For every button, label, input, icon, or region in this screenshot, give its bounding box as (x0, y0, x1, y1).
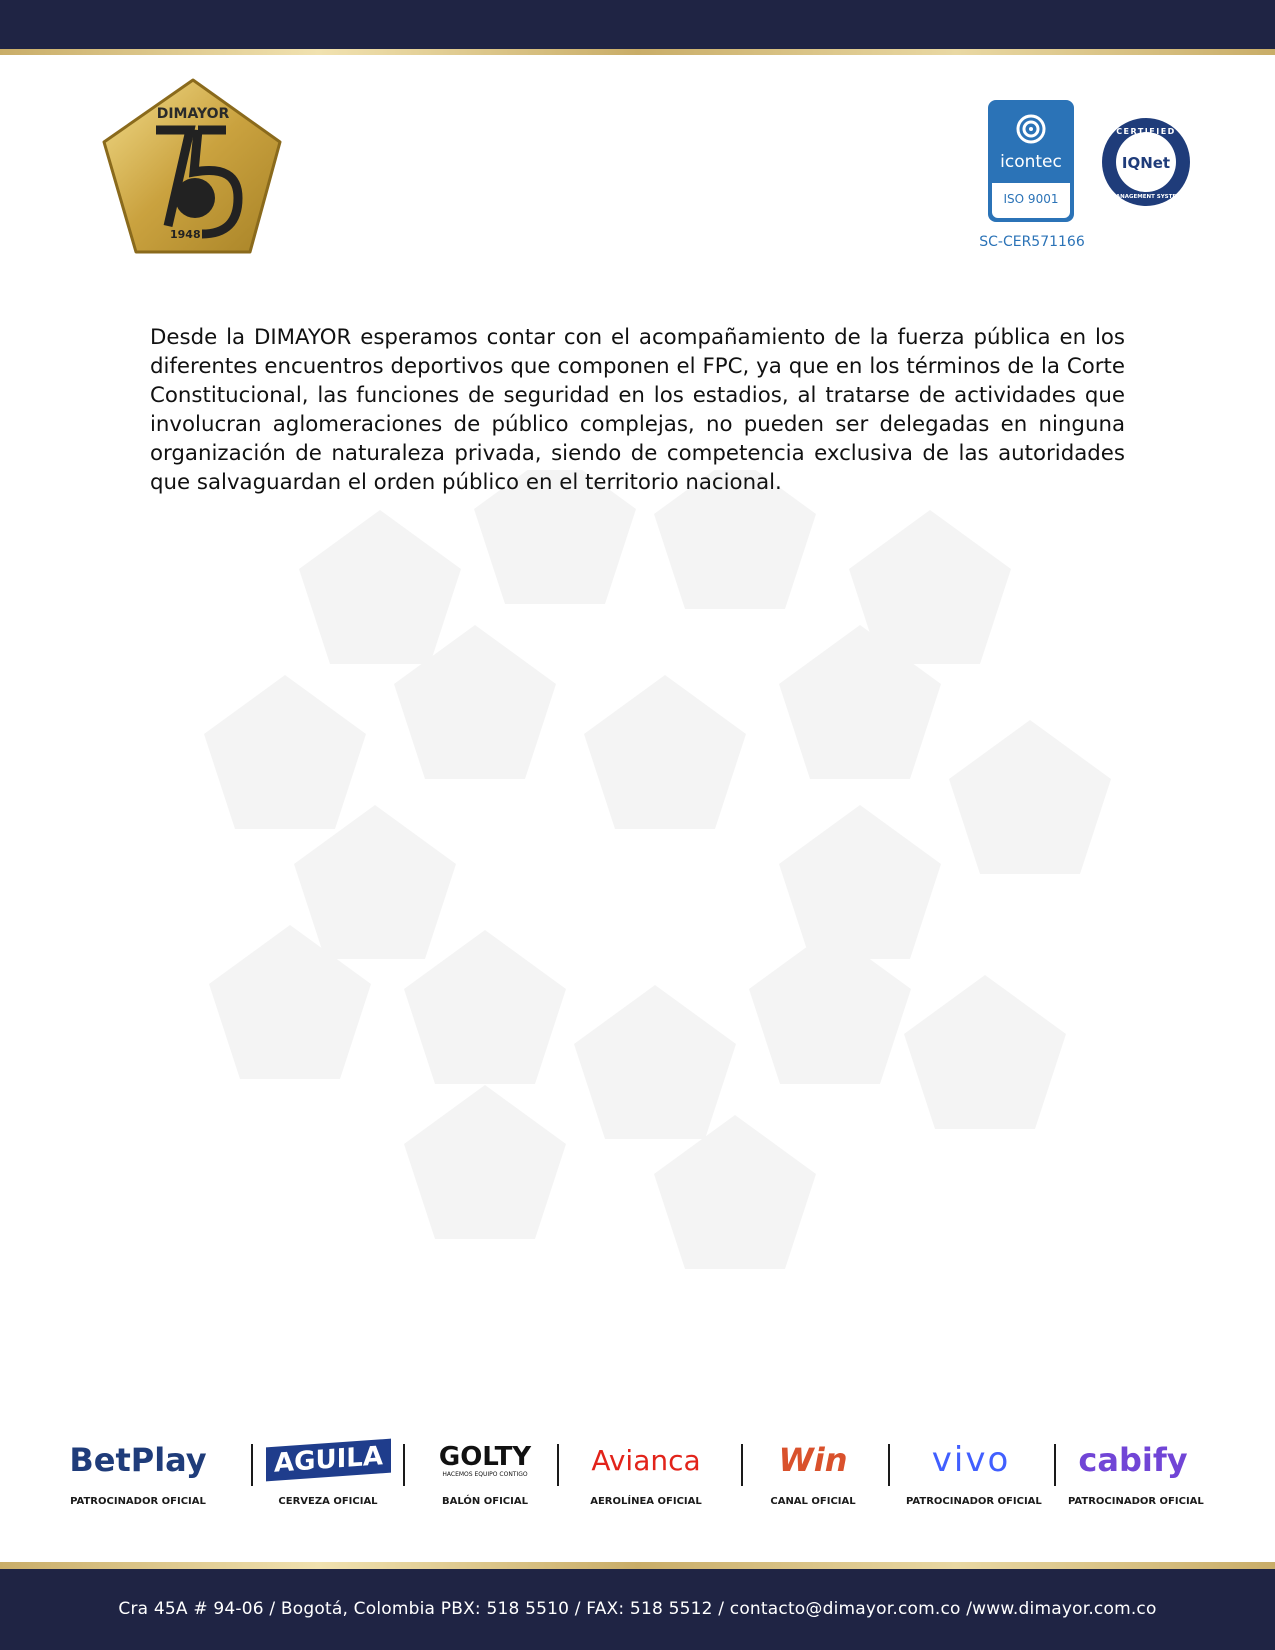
svg-text:MANAGEMENT SYSTEM: MANAGEMENT SYSTEM (1110, 194, 1182, 200)
svg-text:IQNet: IQNet (1121, 154, 1171, 172)
win-logo: Win (778, 1441, 848, 1479)
sponsor-avianca (576, 1436, 716, 1507)
sponsor-win (758, 1436, 868, 1507)
sponsor-role: PATROCINADOR OFICIAL (906, 1496, 1042, 1507)
iso-standard: ISO 9001 (1003, 192, 1059, 206)
svg-text:DIMAYOR: DIMAYOR (156, 106, 230, 122)
soccer-ball-watermark (140, 470, 1140, 1300)
vivo-logo: vivo (931, 1440, 1011, 1480)
sponsor-divider (251, 1444, 253, 1486)
betplay-logo: BetPlay (69, 1441, 207, 1479)
sponsor-role: AEROLÍNEA OFICIAL (590, 1496, 702, 1507)
svg-text:1948: 1948 (170, 228, 201, 241)
footer-contact-info: Cra 45A # 94-06 / Bogotá, Colombia PBX: 518 5510 / FAX: 518 5512 / contacto@dimayor.com.co /www.dimayor.com.co (118, 1599, 1157, 1619)
sponsor-divider (888, 1444, 890, 1486)
sponsor-golty (420, 1436, 550, 1507)
golty-tagline: HACEMOS EQUIPO CONTIGO (442, 1470, 528, 1478)
header-gold-stripe (0, 49, 1275, 55)
avianca-logo: Avianca (591, 1443, 701, 1477)
sponsor-aguila (268, 1436, 388, 1507)
sponsor-divider (403, 1444, 405, 1486)
sponsor-betplay (58, 1436, 218, 1507)
golty-logo: GOLTY (438, 1441, 532, 1472)
header-band (0, 0, 1275, 49)
icontec-wordmark: icontec (1000, 152, 1062, 172)
footer-gold-stripe (0, 1562, 1275, 1569)
sponsor-divider (1054, 1444, 1056, 1486)
icontec-logo (988, 100, 1074, 222)
certificate-number: SC-CER571166 (979, 234, 1085, 250)
svg-text:CERTIFIED: CERTIFIED (1116, 127, 1176, 136)
sponsor-divider (741, 1444, 743, 1486)
icontec-target-icon (1016, 114, 1046, 144)
sponsor-role: CERVEZA OFICIAL (278, 1496, 378, 1507)
dimayor-75-logo (98, 76, 288, 260)
sponsor-role: PATROCINADOR OFICIAL (70, 1496, 206, 1507)
sponsor-role: PATROCINADOR OFICIAL (1068, 1496, 1204, 1507)
letter-paragraph: Desde la DIMAYOR esperamos contar con el acompañamiento de la fuerza pública en los diferentes encuentros deportivos que componen el FPC, ya que en los términos de la Corte Constitucional, las funciones de seguridad en los estadios, al tratarse de actividades que involucran aglomeraciones de público complejas, no pueden ser delegadas en ninguna organización de naturaleza privada, siendo de competencia exclusiva de las autoridades que salvaguardan el orden público en el territorio nacional. (150, 325, 1125, 495)
sponsor-divider (557, 1444, 559, 1486)
sponsor-role: BALÓN OFICIAL (442, 1496, 528, 1507)
icontec-certification (972, 98, 1085, 258)
iqnet-certified-seal (1100, 116, 1192, 208)
sponsor-role: CANAL OFICIAL (770, 1496, 856, 1507)
sponsor-bar (58, 1436, 1208, 1516)
sponsor-cabify (1068, 1436, 1204, 1507)
aguila-logo: AGUILA (266, 1439, 391, 1482)
sponsor-vivo (906, 1436, 1042, 1507)
cabify-logo: cabify (1078, 1441, 1188, 1479)
